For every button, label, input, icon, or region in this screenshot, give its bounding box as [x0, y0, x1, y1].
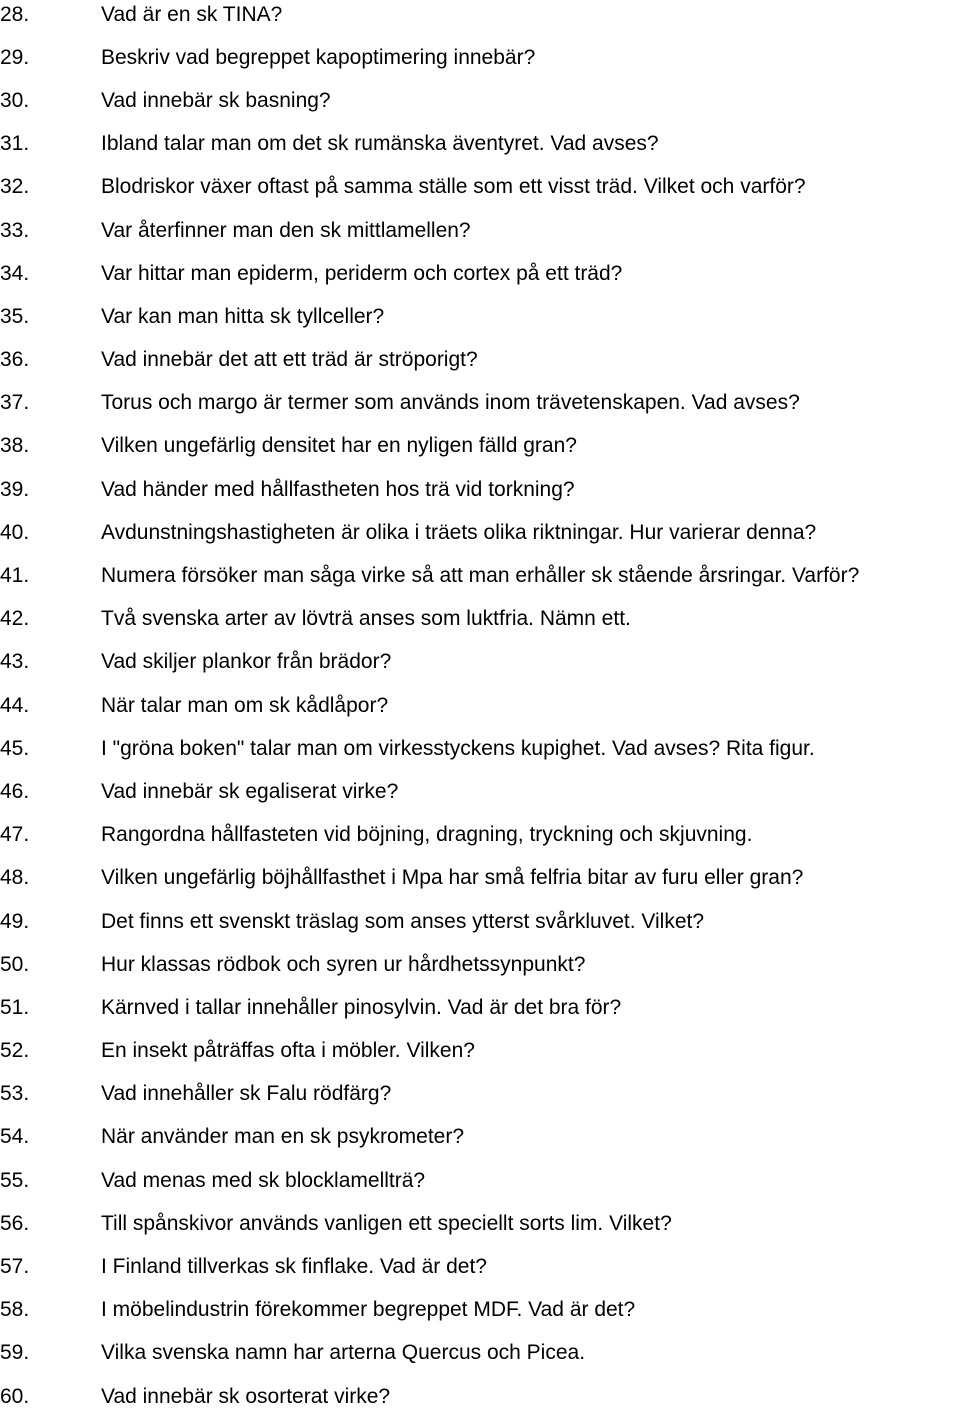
question-item: [0, 986, 960, 1029]
question-number: 43.: [0, 650, 30, 674]
question-number: 60.: [0, 1384, 30, 1408]
question-text: Två svenska arter av lövträ anses som luktfria. Nämn ett.: [101, 607, 631, 631]
question-number: 58.: [0, 1298, 30, 1322]
question-text: När talar man om sk kådlåpor?: [101, 693, 389, 717]
question-number: 37.: [0, 391, 30, 415]
question-text: Blodriskor växer oftast på samma ställe som ett visst träd. Vilket och varför?: [101, 175, 806, 199]
question-text: Vad menas med sk blocklamellträ?: [101, 1168, 426, 1192]
question-number: 49.: [0, 909, 30, 933]
question-text: Ibland talar man om det sk rumänska äventyret. Vad avses?: [101, 132, 659, 156]
question-text: Till spånskivor används vanligen ett speciellt sorts lim. Vilket?: [101, 1211, 672, 1235]
question-item: [0, 857, 960, 900]
question-item: [0, 1116, 960, 1159]
question-item: [0, 0, 960, 36]
question-number: 51.: [0, 995, 30, 1019]
question-text: Beskriv vad begreppet kapoptimering innebär?: [101, 45, 536, 69]
question-text: Var kan man hitta sk tyllceller?: [101, 304, 385, 328]
question-text: Vilken ungefärlig densitet har en nyligen fälld gran?: [101, 434, 577, 458]
question-text: Vad är en sk TINA?: [101, 2, 283, 26]
question-text: Var återfinner man den sk mittlamellen?: [101, 218, 471, 242]
question-number: 32.: [0, 175, 30, 199]
question-number: 34.: [0, 261, 30, 285]
question-number: 59.: [0, 1341, 30, 1365]
question-number: 44.: [0, 693, 30, 717]
question-number: 52.: [0, 1039, 30, 1063]
question-item: [0, 1159, 960, 1202]
question-text: Vad innebär sk osorterat virke?: [101, 1384, 391, 1408]
question-text: Numera försöker man såga virke så att man erhåller sk stående årsringar. Varför?: [101, 564, 860, 588]
question-item: [0, 425, 960, 468]
question-number: 41.: [0, 564, 30, 588]
question-text: I möbelindustrin förekommer begreppet MDF. Vad är det?: [101, 1298, 636, 1322]
question-text: Vad innebär sk egaliserat virke?: [101, 779, 399, 803]
question-item: [0, 209, 960, 252]
question-item: [0, 900, 960, 943]
question-item: [0, 684, 960, 727]
question-text: Vad skiljer plankor från brädor?: [101, 650, 392, 674]
question-text: Vad innebär det att ett träd är ströporigt?: [101, 348, 478, 372]
question-text: Kärnved i tallar innehåller pinosylvin. Vad är det bra för?: [101, 995, 622, 1019]
question-item: [0, 1202, 960, 1245]
question-text: Vad händer med hållfastheten hos trä vid torkning?: [101, 477, 575, 501]
question-item: [0, 79, 960, 122]
question-number: 54.: [0, 1125, 30, 1149]
question-text: I "gröna boken" talar man om virkesstyckens kupighet. Vad avses? Rita figur.: [101, 736, 815, 760]
question-item: [0, 770, 960, 813]
question-number: 39.: [0, 477, 30, 501]
question-text: Det finns ett svenskt träslag som anses ytterst svårkluvet. Vilket?: [101, 909, 705, 933]
question-text: En insekt påträffas ofta i möbler. Vilken?: [101, 1039, 475, 1063]
question-text: Vad innebär sk basning?: [101, 88, 331, 112]
question-text: Hur klassas rödbok och syren ur hårdhetssynpunkt?: [101, 952, 586, 976]
question-text: Vilka svenska namn har arterna Quercus och Picea.: [101, 1341, 586, 1365]
question-number: 50.: [0, 952, 30, 976]
question-number: 42.: [0, 607, 30, 631]
question-text: I Finland tillverkas sk finflake. Vad är det?: [101, 1255, 487, 1279]
question-item: [0, 1030, 960, 1073]
question-number: 57.: [0, 1255, 30, 1279]
question-item: [0, 598, 960, 641]
question-item: [0, 641, 960, 684]
question-number: 55.: [0, 1168, 30, 1192]
question-number: 28.: [0, 2, 30, 26]
question-text: När använder man en sk psykrometer?: [101, 1125, 464, 1149]
question-number: 36.: [0, 348, 30, 372]
question-number: 40.: [0, 520, 30, 544]
question-number: 56.: [0, 1211, 30, 1235]
question-text: Vilken ungefärlig böjhållfasthet i Mpa har små felfria bitar av furu eller gran?: [101, 866, 804, 890]
question-item: [0, 339, 960, 382]
question-number: 29.: [0, 45, 30, 69]
question-number: 46.: [0, 779, 30, 803]
question-item: [0, 295, 960, 338]
question-text: Avdunstningshastigheten är olika i träets olika riktningar. Hur varierar denna?: [101, 520, 817, 544]
question-item: [0, 1073, 960, 1116]
question-text: Rangordna hållfasteten vid böjning, dragning, tryckning och skjuvning.: [101, 823, 753, 847]
question-item: [0, 554, 960, 597]
question-item: [0, 1289, 960, 1332]
question-text: Var hittar man epiderm, periderm och cortex på ett träd?: [101, 261, 623, 285]
question-item: [0, 252, 960, 295]
question-item: [0, 1375, 960, 1418]
question-item: [0, 468, 960, 511]
question-number: 53.: [0, 1082, 30, 1106]
question-number: 35.: [0, 304, 30, 328]
question-number: 47.: [0, 823, 30, 847]
question-item: [0, 511, 960, 554]
question-text: Vad innehåller sk Falu rödfärg?: [101, 1082, 392, 1106]
question-text: Torus och margo är termer som används inom trävetenskapen. Vad avses?: [101, 391, 800, 415]
question-item: [0, 1245, 960, 1288]
question-number: 45.: [0, 736, 30, 760]
question-item: [0, 166, 960, 209]
question-number: 48.: [0, 866, 30, 890]
question-item: [0, 36, 960, 79]
question-item: [0, 727, 960, 770]
question-item: [0, 382, 960, 425]
question-item: [0, 943, 960, 986]
question-item: [0, 123, 960, 166]
question-item: [0, 1332, 960, 1375]
question-item: [0, 814, 960, 857]
question-number: 38.: [0, 434, 30, 458]
question-number: 30.: [0, 88, 30, 112]
question-number: 33.: [0, 218, 30, 242]
question-number: 31.: [0, 132, 30, 156]
